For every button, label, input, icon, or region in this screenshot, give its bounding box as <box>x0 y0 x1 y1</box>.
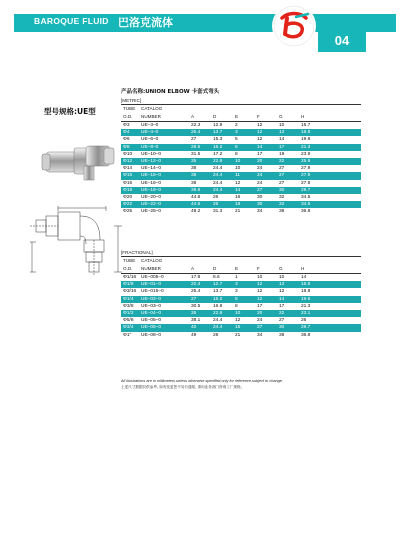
header-h: H <box>301 114 305 119</box>
cell-catalog: UE–02–0 <box>141 296 162 302</box>
cell-h: 34.5 <box>301 194 311 200</box>
cell-g: 38 <box>279 332 285 338</box>
cell-od: Φ3/16 <box>123 289 137 295</box>
cell-e: 8 <box>235 151 238 157</box>
cell-g: 27 <box>279 173 285 179</box>
cell-g: 17 <box>279 303 285 309</box>
cell-catalog: UE–01–0 <box>141 282 162 288</box>
cell-e: 12 <box>235 318 241 324</box>
table-row <box>121 296 361 303</box>
cell-e: 15 <box>235 325 241 331</box>
cell-od: Φ22 <box>123 202 133 208</box>
table-row <box>121 136 361 143</box>
cell-f: 24 <box>257 173 263 179</box>
header-number: NUMBER <box>141 266 161 271</box>
cell-e: 2 <box>235 123 238 128</box>
table-row <box>121 317 361 324</box>
cell-g: 12 <box>279 282 285 288</box>
header-catalog: CATALOG <box>141 258 163 263</box>
cell-h: 21.3 <box>301 303 311 309</box>
cell-d: 17.2 <box>213 151 223 157</box>
cell-d: 24.4 <box>213 166 223 172</box>
cell-f: 24 <box>257 180 263 186</box>
header-tube: TUBE <box>123 106 136 111</box>
cell-catalog: UE–6–0 <box>141 137 159 143</box>
cell-d: 24.4 <box>213 187 223 193</box>
cell-od: Φ1/2 <box>123 310 134 316</box>
cell-d: 22.8 <box>213 310 223 316</box>
cell-a: 44.6 <box>191 202 201 208</box>
cell-catalog: UE–005–0 <box>141 275 164 280</box>
cell-h: 18.8 <box>301 289 311 295</box>
table-row <box>121 180 361 187</box>
header-number: NUMBER <box>141 114 161 119</box>
cell-e: 21 <box>235 332 241 338</box>
brand-name-en: BAROQUE FLUID <box>34 16 109 26</box>
cell-h: 15.7 <box>301 123 311 128</box>
cell-g: 22 <box>279 158 285 164</box>
cell-od: Φ10 <box>123 151 133 157</box>
cell-g: 14 <box>279 137 285 143</box>
cell-catalog: UE–22–0 <box>141 202 162 208</box>
cell-e: 10 <box>235 310 241 316</box>
fractional-section-label: [FRACTIONAL] <box>121 250 153 255</box>
cell-f: 12 <box>257 130 263 136</box>
cell-h: 29.7 <box>301 325 311 331</box>
cell-f: 24 <box>257 166 263 172</box>
table-row <box>121 158 361 165</box>
header-od: O.D. <box>123 266 133 271</box>
table-row <box>121 172 361 179</box>
cell-d: 26 <box>213 202 219 208</box>
metric-section-label: [METRIC] <box>121 98 142 103</box>
cell-od: Φ1/8 <box>123 282 134 288</box>
cell-catalog: UE–10–0 <box>141 151 162 157</box>
footnote-cn: 上述尺寸数据仅供参考, 如有变更恕不另行通知, 请向业务部门咨询工厂规格。 <box>121 385 245 389</box>
cell-h: 15.8 <box>301 282 311 288</box>
cell-a: 22.4 <box>191 282 201 288</box>
table-row <box>121 324 361 331</box>
table-row <box>121 144 361 151</box>
union-elbow-photo <box>40 134 120 188</box>
fractional-table-header <box>121 256 361 273</box>
page-number: 04 <box>318 30 366 52</box>
header-h: H <box>301 266 305 271</box>
cell-f: 24 <box>257 318 263 324</box>
cell-a: 17.8 <box>191 275 201 280</box>
cell-g: 17 <box>279 144 285 150</box>
cell-d: 13.7 <box>213 130 223 136</box>
cell-g: 30 <box>279 187 285 193</box>
cell-od: Φ12 <box>123 158 133 164</box>
cell-g: 38 <box>279 209 285 215</box>
cell-d: 22.8 <box>213 158 223 164</box>
cell-a: 31.5 <box>191 151 201 157</box>
fractional-table-body <box>121 273 361 339</box>
footnote-en: All illustrations are in millimeters unless otherwise specified,only for reference,subject to change. <box>121 379 283 383</box>
metric-table-body <box>121 121 361 215</box>
header-tube: TUBE <box>123 258 136 263</box>
cell-a: 22.3 <box>191 123 201 128</box>
cell-f: 12 <box>257 289 263 295</box>
cell-h: 14 <box>301 275 307 280</box>
header-od: O.D. <box>123 114 133 119</box>
cell-d: 24.4 <box>213 173 223 179</box>
cell-h: 25.9 <box>301 158 311 164</box>
cell-d: 26 <box>213 194 219 200</box>
header-g: G <box>279 114 283 119</box>
cell-f: 30 <box>257 202 263 208</box>
cell-a: 35 <box>191 310 197 316</box>
table-row <box>121 303 361 310</box>
header-f: F <box>257 114 260 119</box>
cell-g: 12 <box>279 289 285 295</box>
cell-h: 23.1 <box>301 310 311 316</box>
cell-d: 31.3 <box>213 209 223 215</box>
cell-catalog: UE–08–0 <box>141 332 162 338</box>
cell-catalog: UE–06–0 <box>141 325 162 331</box>
cell-catalog: UE–25–0 <box>141 209 162 215</box>
cell-h: 18.8 <box>301 130 311 136</box>
cell-catalog: UE–03–0 <box>141 303 162 309</box>
cell-od: Φ4 <box>123 130 130 136</box>
cell-od: Φ6 <box>123 137 130 143</box>
table-row <box>121 274 361 281</box>
cell-d: 8.6 <box>213 275 220 280</box>
cell-od: Φ3 <box>123 123 130 128</box>
header-catalog: CATALOG <box>141 106 163 111</box>
cell-a: 38.1 <box>191 318 201 324</box>
cell-a: 27 <box>191 296 197 302</box>
cell-e: 18 <box>235 202 241 208</box>
table-row <box>121 194 361 201</box>
cell-a: 28.6 <box>191 144 201 150</box>
table-row <box>121 187 361 194</box>
cell-od: Φ18 <box>123 187 133 193</box>
metric-table <box>121 97 361 215</box>
cell-e: 10 <box>235 158 241 164</box>
cell-od: Φ8 <box>123 144 130 150</box>
cell-e: 21 <box>235 209 241 215</box>
cell-a: 38 <box>191 166 197 172</box>
metric-table-header <box>121 104 361 121</box>
header-e: E <box>235 266 239 271</box>
cell-h: 21.3 <box>301 144 311 150</box>
cell-h: 19.6 <box>301 137 311 143</box>
cell-catalog: UE–05–0 <box>141 318 162 324</box>
cell-e: 3 <box>235 130 238 136</box>
cell-g: 27 <box>279 318 285 324</box>
cell-e: 3 <box>235 282 238 288</box>
table-row <box>121 281 361 288</box>
cell-h: 19.6 <box>301 296 311 302</box>
cell-d: 15.2 <box>213 296 223 302</box>
cell-d: 15.3 <box>213 137 223 143</box>
cell-e: 11 <box>235 173 240 179</box>
model-label: 型号规格:UE型 <box>44 107 96 116</box>
cell-e: 16 <box>235 194 241 200</box>
brand-logo-icon <box>272 4 316 48</box>
cell-catalog: UE–18–0 <box>141 187 162 193</box>
cell-a: 49.2 <box>191 209 201 215</box>
cell-a: 25.4 <box>191 130 201 136</box>
cell-od: Φ14 <box>123 166 133 172</box>
cell-e: 5 <box>235 137 238 143</box>
cell-h: 27.9 <box>301 166 311 172</box>
cell-od: Φ25 <box>123 209 133 215</box>
cell-f: 20 <box>257 158 263 164</box>
header-a: A <box>191 114 195 119</box>
cell-f: 20 <box>257 310 263 316</box>
cell-od: Φ1" <box>123 332 132 338</box>
cell-g: 10 <box>279 123 285 128</box>
cell-od: Φ1/16 <box>123 275 137 280</box>
cell-catalog: UE–15–0 <box>141 173 162 179</box>
cell-f: 10 <box>257 275 263 280</box>
cell-h: 34.5 <box>301 202 311 208</box>
cell-d: 13.7 <box>213 289 223 295</box>
table-row <box>121 122 361 129</box>
cell-od: Φ16 <box>123 180 133 186</box>
cell-d: 24.4 <box>213 180 223 186</box>
cell-e: 3 <box>235 289 238 295</box>
cell-catalog: UE–14–0 <box>141 166 162 172</box>
cell-catalog: UE–4–0 <box>141 130 159 136</box>
cell-f: 34 <box>257 209 263 215</box>
cell-e: 6 <box>235 144 238 150</box>
header-d: D <box>213 266 217 271</box>
header-d: D <box>213 114 217 119</box>
cell-g: 27 <box>279 180 285 186</box>
cell-f: 12 <box>257 296 263 302</box>
table-row <box>121 165 361 172</box>
cell-d: 16.8 <box>213 303 223 309</box>
cell-od: Φ3/8 <box>123 303 134 309</box>
cell-od: Φ20 <box>123 194 133 200</box>
cell-a: 35 <box>191 158 197 164</box>
cell-a: 27 <box>191 137 197 143</box>
cell-d: 24.4 <box>213 325 223 331</box>
cell-a: 39.8 <box>191 187 201 193</box>
table-row <box>121 129 361 136</box>
cell-e: 8 <box>235 303 238 309</box>
cell-g: 32 <box>279 202 285 208</box>
product-title: 产品名称:UNION ELBOW 卡套式弯头 <box>121 89 220 95</box>
table-row <box>121 332 361 339</box>
table-row <box>121 310 361 317</box>
cell-g: 19 <box>279 151 285 157</box>
cell-f: 27 <box>257 187 263 193</box>
cell-f: 12 <box>257 282 263 288</box>
cell-e: 5 <box>235 296 238 302</box>
cell-a: 49 <box>191 332 197 338</box>
cell-e: 10 <box>235 166 241 172</box>
cell-h: 27.9 <box>301 180 311 186</box>
cell-catalog: UE–04–0 <box>141 310 162 316</box>
cell-f: 12 <box>257 137 263 143</box>
cell-h: 26 <box>301 318 307 324</box>
cell-h: 29.7 <box>301 187 311 193</box>
cell-h: 36.8 <box>301 332 311 338</box>
cell-e: 14 <box>235 187 241 193</box>
cell-a: 25.4 <box>191 289 201 295</box>
cell-catalog: UE–015–0 <box>141 289 164 295</box>
cell-g: 22 <box>279 310 285 316</box>
cell-h: 27.9 <box>301 173 311 179</box>
cell-d: 26 <box>213 332 219 338</box>
cell-od: Φ15 <box>123 173 133 179</box>
cell-e: 12 <box>235 180 241 186</box>
table-row <box>121 201 361 208</box>
cell-a: 38 <box>191 173 197 179</box>
cell-h: 36.8 <box>301 209 311 215</box>
header-e: E <box>235 114 239 119</box>
cell-f: 12 <box>257 123 263 128</box>
cell-d: 12.9 <box>213 123 223 128</box>
cell-catalog: UE–3–0 <box>141 123 159 128</box>
cell-f: 14 <box>257 144 263 150</box>
table-row <box>121 208 361 215</box>
brand-name-cn: 巴洛克流体 <box>118 16 173 29</box>
cell-catalog: UE–8–0 <box>141 144 159 150</box>
cell-catalog: UE–16–0 <box>141 180 162 186</box>
cell-od: Φ5/8 <box>123 318 134 324</box>
cell-f: 30 <box>257 194 263 200</box>
cell-g: 14 <box>279 296 285 302</box>
table-row <box>121 151 361 158</box>
cell-f: 34 <box>257 332 263 338</box>
cell-g: 27 <box>279 166 285 172</box>
cell-e: 1 <box>235 275 238 280</box>
cell-d: 24.4 <box>213 318 223 324</box>
table-row <box>121 288 361 295</box>
cell-catalog: UE–20–0 <box>141 194 162 200</box>
cell-f: 17 <box>257 303 263 309</box>
header-g: G <box>279 266 283 271</box>
header-f: F <box>257 266 260 271</box>
cell-a: 30.5 <box>191 303 201 309</box>
cell-catalog: UE–12–0 <box>141 158 162 164</box>
cell-f: 27 <box>257 325 263 331</box>
cell-a: 40 <box>191 325 197 331</box>
cell-d: 12.7 <box>213 282 223 288</box>
cell-g: 30 <box>279 325 285 331</box>
cell-a: 38 <box>191 180 197 186</box>
cell-g: 10 <box>279 275 285 280</box>
union-elbow-drawing <box>28 202 128 276</box>
cell-f: 17 <box>257 151 263 157</box>
cell-d: 16.2 <box>213 144 223 150</box>
fractional-table <box>121 249 361 339</box>
cell-od: Φ3/4 <box>123 325 134 331</box>
cell-g: 32 <box>279 194 285 200</box>
cell-a: 44.6 <box>191 194 201 200</box>
header-a: A <box>191 266 195 271</box>
cell-h: 23.9 <box>301 151 311 157</box>
cell-g: 12 <box>279 130 285 136</box>
cell-od: Φ1/4 <box>123 296 134 302</box>
